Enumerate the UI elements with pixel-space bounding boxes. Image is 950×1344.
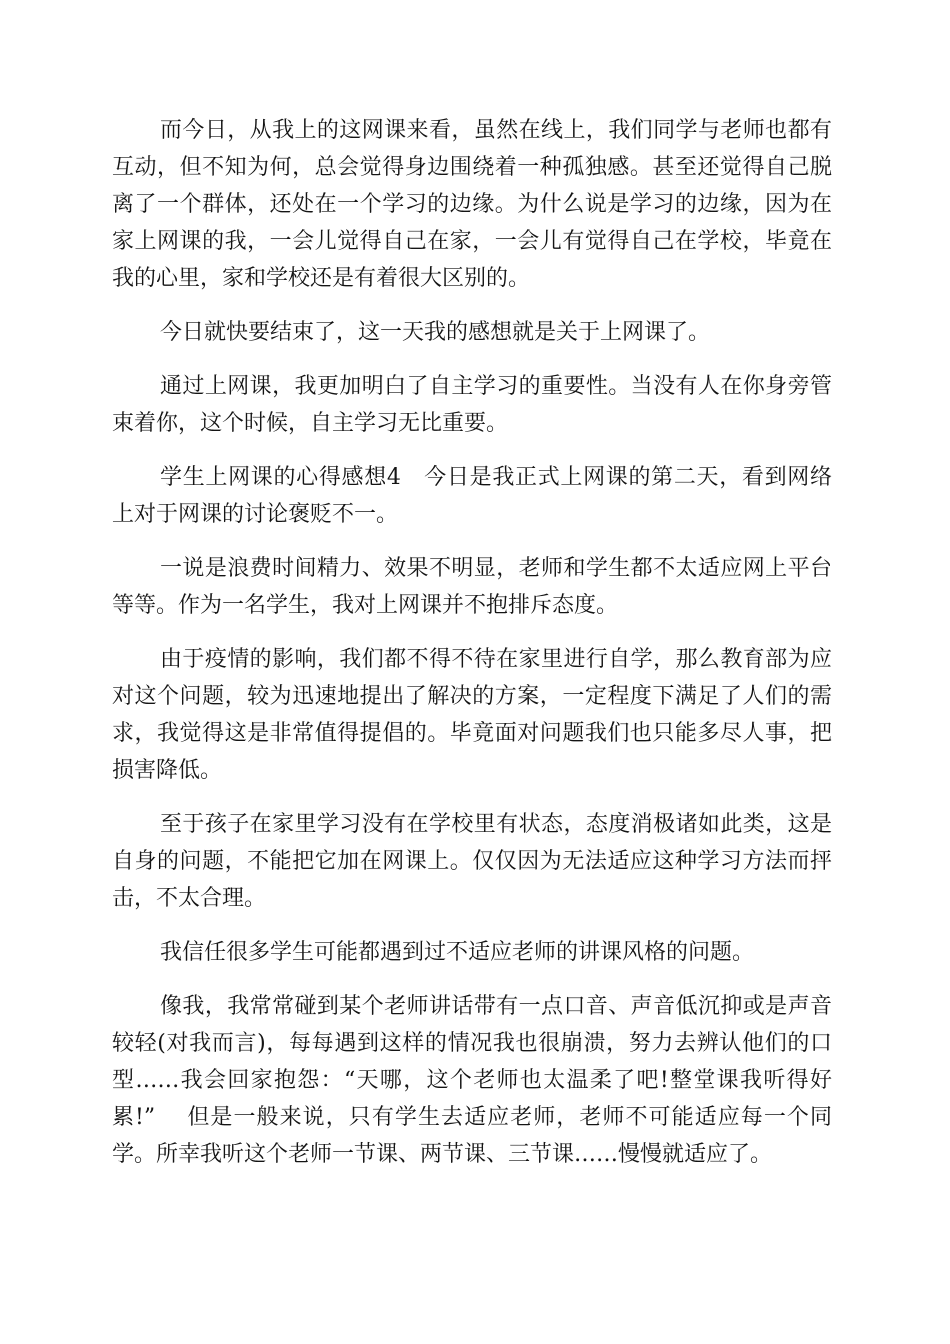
paragraph-2: 今日就快要结束了，这一天我的感想就是关于上网课了。 [160, 320, 711, 345]
paragraph-4: 学生上网课的心得感想4 今日是我正式上网课的第二天，看到网络上对于网课的讨论褒贬不一。 [112, 465, 832, 527]
paragraph-9: 像我，我常常碰到某个老师讲话带有一点口音、声音低沉抑或是声音较轻(对我而言)，每每遇到这样的情况我也很崩溃，努力去辨认他们的口型……我会回家抱怨：“天哪，这个老师也太温柔了吧!整堂课我听得好累!” 但是一般来说，只有学生去适应老师，老师不可能适应每一个同学。所幸我听这个老师一节课、两节课、三节课……慢慢就适应了。 [112, 994, 832, 1167]
paragraph-7: 至于孩子在家里学习没有在学校里有状态，态度消极诸如此类，这是自身的问题，不能把它加在网课上。仅仅因为无法适应这种学习方法而抨击，不太合理。 [112, 812, 832, 911]
document-body [112, 112, 832, 1190]
paragraph-6: 由于疫情的影响，我们都不得不待在家里进行自学，那么教育部为应对这个问题，较为迅速地提出了解决的方案，一定程度下满足了人们的需求，我觉得这是非常值得提倡的。毕竟面对问题我们也只能多尽人事，把损害降低。 [112, 647, 832, 783]
paragraph-3: 通过上网课，我更加明白了自主学习的重要性。当没有人在你身旁管束着你，这个时候，自主学习无比重要。 [112, 374, 832, 436]
paragraph-8: 我信任很多学生可能都遇到过不适应老师的讲课风格的问题。 [160, 940, 755, 965]
paragraph-1: 而今日，从我上的这网课来看，虽然在线上，我们同学与老师也都有互动，但不知为何，总会觉得身边围绕着一种孤独感。甚至还觉得自己脱离了一个群体，还处在一个学习的边缘。为什么说是学习的边缘，因为在家上网课的我，一会儿觉得自己在家，一会儿有觉得自己在学校，毕竟在我的心里，家和学校还是有着很大区别的。 [112, 118, 832, 291]
paragraph-5: 一说是浪费时间精力、效果不明显，老师和学生都不太适应网上平台等等。作为一名学生，我对上网课并不抱排斥态度。 [112, 556, 832, 618]
